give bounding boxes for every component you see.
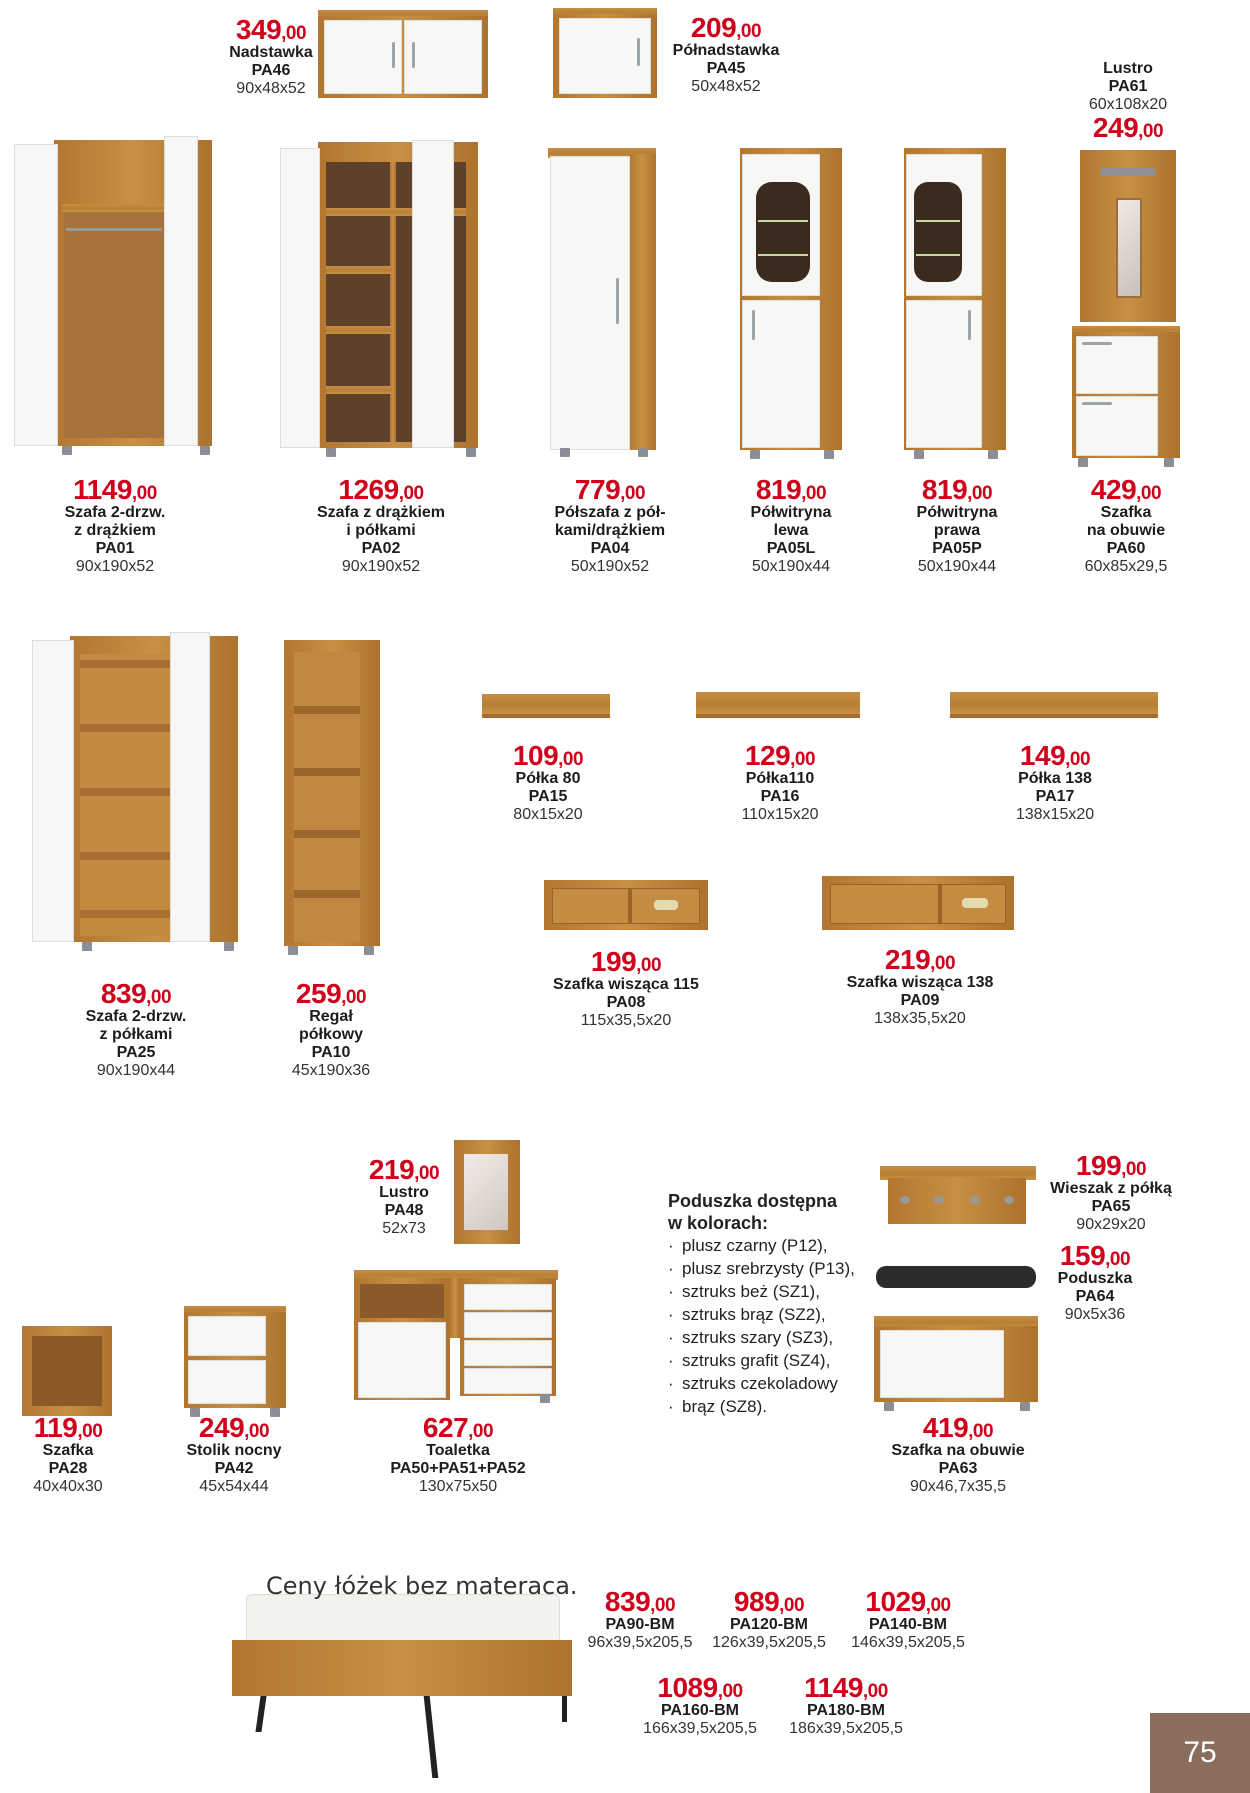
product-label-PA63: 419,00 Szafka na obuwie PA63 90x46,7x35,5 — [891, 1412, 1025, 1495]
product-label-PA65: 199,00 Wieszak z półką PA65 90x29x20 — [1050, 1150, 1172, 1233]
bed-note: Ceny łóżek bez materaca. — [266, 1572, 578, 1600]
color-item: · plusz czarny (P12), — [674, 1234, 898, 1257]
cushion-colors-list — [668, 1190, 898, 1418]
product-image-PA17 — [950, 692, 1158, 718]
price: 249,00 — [1092, 111, 1164, 143]
product-image-PA46 — [318, 10, 488, 98]
product-image-PA60 — [1072, 326, 1180, 468]
product-label-PA46: 349,00 Nadstawka PA46 90x48x52 — [226, 16, 316, 98]
product-image-PA64 — [876, 1266, 1036, 1288]
product-label-PA17: 149,00 Półka 138 PA17 138x15x20 — [1015, 740, 1095, 823]
product-image-PA63 — [874, 1316, 1038, 1410]
product-image-PA02 — [280, 142, 486, 460]
price: 209,00 — [690, 12, 762, 43]
product-label-PA08: 199,00 Szafka wisząca 115 PA08 115x35,5x20 — [553, 946, 699, 1029]
product-image-PA50 — [354, 1270, 558, 1404]
cushion-colors-heading-1: Poduszka dostępna — [668, 1191, 838, 1211]
product-image-PA61 — [1080, 150, 1176, 322]
product-label-PA64: 159,00 Poduszka PA64 90x5x36 — [1057, 1240, 1133, 1323]
product-image-PA28 — [22, 1326, 112, 1416]
page-number: 75 — [1150, 1713, 1250, 1793]
product-image-PA09 — [822, 876, 1014, 930]
product-label-PA28: 119,00 Szafka PA28 40x40x30 — [33, 1412, 103, 1495]
product-image-bed — [226, 1594, 580, 1790]
product-image-PA04 — [548, 148, 656, 460]
product-label-PA01: 1149,00 Szafa 2-drzw. z drążkiem PA01 90x190x52 — [64, 474, 166, 575]
product-image-PA15 — [482, 694, 610, 718]
product-label-PA61: Lustro PA61 60x108x20 249,00 — [1080, 60, 1176, 142]
color-item: · sztruks brąz (SZ2), — [674, 1303, 898, 1326]
product-image-PA48 — [454, 1140, 520, 1244]
product-label-PA05L: 819,00 Półwitryna lewa PA05L 50x190x44 — [750, 474, 832, 575]
product-label-PA05P: 819,00 Półwitryna prawa PA05P 50x190x44 — [916, 474, 998, 575]
product-image-PA05P — [904, 148, 1006, 460]
product-image-PA25 — [32, 636, 238, 954]
bed-label-PA180-BM: 1149,00 PA180-BM 186x39,5x205,5 — [789, 1672, 903, 1737]
product-label-PA04: 779,00 Półszafa z pół- kami/drążkiem PA04 50x190x52 — [554, 474, 666, 575]
product-label-PA25: 839,00 Szafa 2-drzw. z półkami PA25 90x190x44 — [85, 978, 187, 1079]
product-image-PA08 — [544, 880, 708, 930]
color-item: · brąz (SZ8). — [674, 1395, 898, 1418]
bed-label-PA140-BM: 1029,00 PA140-BM 146x39,5x205,5 — [851, 1586, 965, 1651]
product-label-PA09: 219,00 Szafka wisząca 138 PA09 138x35,5x20 — [846, 944, 994, 1027]
product-label-PA50: 627,00 Toaletka PA50+PA51+PA52 130x75x50 — [390, 1412, 526, 1495]
color-item: · sztruks beż (SZ1), — [674, 1280, 898, 1303]
product-label-PA45: 209,00 Półnadstawka PA45 50x48x52 — [666, 14, 786, 96]
product-image-PA65 — [880, 1166, 1036, 1224]
product-label-PA02: 1269,00 Szafa z drążkiem i półkami PA02 90x190x52 — [316, 474, 446, 575]
bed-label-PA90-BM: 839,00 PA90-BM 96x39,5x205,5 — [587, 1586, 693, 1651]
bed-label-PA120-BM: 989,00 PA120-BM 126x39,5x205,5 — [712, 1586, 826, 1651]
product-image-PA45 — [553, 8, 657, 98]
color-item: · sztruks szary (SZ3), — [674, 1326, 898, 1349]
product-image-PA10 — [284, 640, 380, 958]
product-label-PA15: 109,00 Półka 80 PA15 80x15x20 — [512, 740, 584, 823]
product-label-PA16: 129,00 Półka110 PA16 110x15x20 — [741, 740, 819, 823]
color-item: · plusz srebrzysty (P13), — [674, 1257, 898, 1280]
product-image-PA16 — [696, 692, 860, 718]
product-image-PA42 — [184, 1306, 286, 1420]
product-image-PA01 — [14, 140, 220, 458]
product-label-PA48: 219,00 Lustro PA48 52x73 — [368, 1154, 440, 1237]
product-label-PA60: 429,00 Szafka na obuwie PA60 60x85x29,5 — [1084, 474, 1168, 575]
color-item: · sztruks grafit (SZ4), — [674, 1349, 898, 1372]
color-item: · sztruks czekoladowy — [674, 1372, 898, 1395]
price: 349,00 — [235, 14, 307, 45]
cushion-colors-heading-2: w kolorach: — [668, 1213, 769, 1233]
product-label-PA10: 259,00 Regał półkowy PA10 45x190x36 — [291, 978, 371, 1079]
bed-label-PA160-BM: 1089,00 PA160-BM 166x39,5x205,5 — [643, 1672, 757, 1737]
product-image-PA05L — [740, 148, 842, 460]
product-label-PA42: 249,00 Stolik nocny PA42 45x54x44 — [186, 1412, 282, 1495]
